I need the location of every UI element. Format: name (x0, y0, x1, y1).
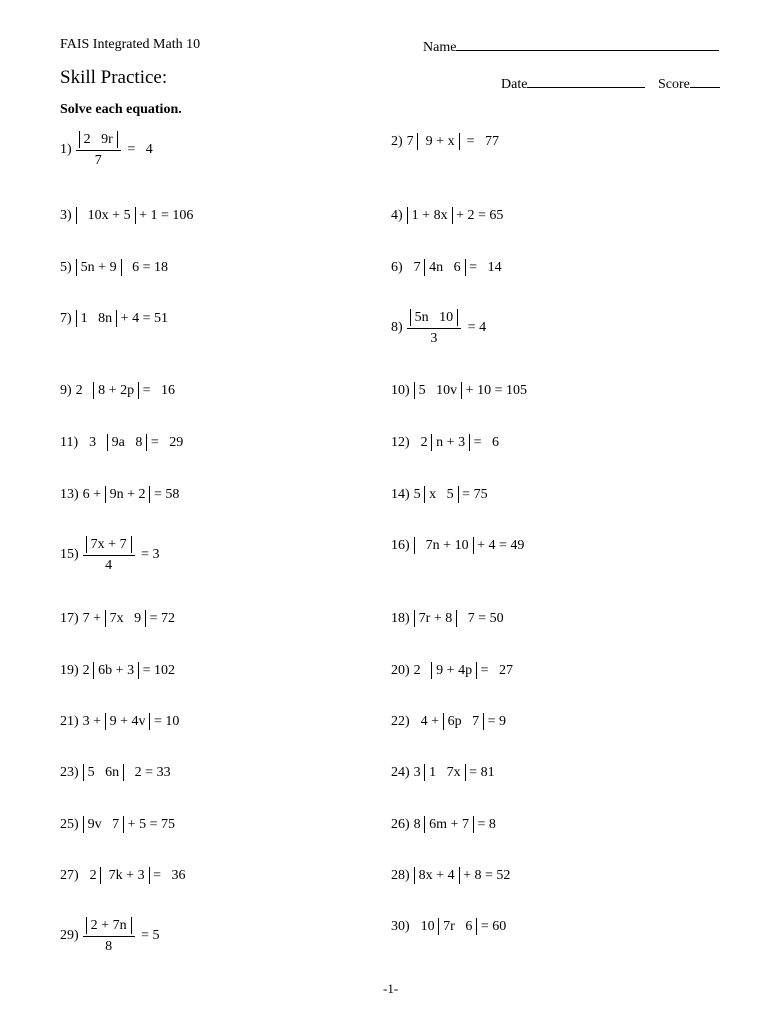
right-side: 7 = 50 (457, 610, 504, 626)
equation (83, 662, 175, 679)
right-side: = 9 (484, 713, 506, 729)
equation (83, 816, 175, 833)
score-label: Score (658, 77, 690, 92)
equation (83, 917, 160, 955)
absolute-value: 10x + 5 (76, 207, 136, 224)
problem-number: 15) (60, 547, 79, 562)
problem-number: 24) (391, 764, 410, 780)
right-side: + 4 = 51 (117, 310, 168, 326)
right-side: = 75 (458, 486, 488, 502)
problem-4 (391, 207, 503, 224)
problem-25 (60, 816, 175, 833)
equation (414, 537, 525, 554)
left-term: 8 (413, 816, 425, 832)
right-side: + 1 = 106 (135, 207, 194, 223)
name-blank[interactable] (456, 37, 719, 51)
denominator: 4 (105, 558, 113, 573)
course-title: FAIS Integrated Math 10 (60, 37, 201, 52)
problem-number: 27) (60, 867, 79, 883)
problem-number: 17) (60, 610, 79, 626)
absolute-value: x 5 (424, 486, 459, 503)
absolute-value: 4n 6 (424, 259, 466, 276)
absolute-value: 1 + 8x (407, 207, 453, 224)
equation (76, 310, 168, 327)
equation (414, 764, 495, 781)
problem-number: 19) (60, 662, 79, 678)
problem-number: 3) (60, 207, 72, 223)
problem-11 (60, 434, 183, 451)
left-term: 3 + (82, 713, 105, 729)
problem-14 (391, 486, 488, 503)
absolute-value: 1 8n (76, 310, 118, 327)
problem-7 (60, 310, 168, 327)
left-term: 7 (406, 133, 418, 149)
left-term: 7 + (82, 610, 105, 626)
date-field[interactable] (501, 74, 645, 93)
problem-13 (60, 486, 179, 503)
left-term: 2 (82, 662, 94, 678)
absolute-value: 6b + 3 (93, 662, 139, 679)
numerator (76, 131, 121, 151)
problem-28 (391, 867, 510, 884)
right-side: + 8 = 52 (459, 867, 511, 883)
absolute-value: 8 + 2p (93, 382, 139, 399)
problem-number: 21) (60, 713, 79, 729)
problem-number: 18) (391, 610, 410, 626)
right-side: = 27 (477, 662, 513, 678)
right-side: = 102 (139, 662, 175, 678)
page-title: Skill Practice: (60, 67, 168, 88)
right-side: = 14 (465, 259, 502, 275)
left-term: 3 (82, 434, 107, 450)
right-side: = 5 (137, 928, 160, 943)
absolute-value: n + 3 (431, 434, 470, 451)
problem-30 (391, 918, 506, 935)
problem-number: 1) (60, 142, 72, 157)
absolute-value: 5 6n (83, 764, 125, 781)
equation (83, 610, 175, 627)
absolute-value: 9n + 2 (105, 486, 151, 503)
fraction (83, 536, 135, 574)
right-side: = 10 (150, 713, 180, 729)
problem-number: 7) (60, 310, 72, 326)
problem-22 (391, 713, 506, 730)
absolute-value: 7x 9 (105, 610, 147, 627)
problem-3 (60, 207, 193, 224)
right-side: = 16 (139, 382, 175, 398)
name-field[interactable] (423, 37, 719, 56)
problem-number: 14) (391, 486, 410, 502)
problem-number: 9) (60, 382, 72, 398)
problem-5 (60, 259, 168, 276)
problem-number: 10) (391, 382, 410, 398)
problem-number: 25) (60, 816, 79, 832)
right-side: = 60 (477, 918, 507, 934)
problem-number: 8) (391, 320, 403, 335)
equation (414, 610, 504, 627)
absolute-value: 6m + 7 (424, 816, 474, 833)
score-field[interactable] (658, 74, 720, 93)
absolute-value: 2 + 7n (86, 917, 132, 934)
denominator: 7 (94, 153, 102, 168)
problem-number: 26) (391, 816, 410, 832)
absolute-value: 7r 6 (438, 918, 477, 935)
equation (414, 662, 513, 679)
date-label: Date (501, 77, 528, 92)
absolute-value: 7x + 7 (86, 536, 132, 553)
problem-number: 13) (60, 486, 79, 502)
equation (414, 816, 496, 833)
problem-24 (391, 764, 495, 781)
absolute-value: 5 10v (414, 382, 463, 399)
right-side: + 2 = 65 (452, 207, 504, 223)
left-term: 2 (75, 382, 94, 398)
name-label: Name (423, 40, 457, 55)
problem-number: 29) (60, 928, 79, 943)
equation (414, 867, 511, 884)
problem-23 (60, 764, 171, 781)
problem-26 (391, 816, 496, 833)
problem-number: 28) (391, 867, 410, 883)
left-term: 6 + (82, 486, 105, 502)
equation (83, 486, 180, 503)
equation (414, 486, 488, 503)
problem-number: 2) (391, 133, 403, 149)
right-side: = 72 (146, 610, 175, 626)
equation (83, 867, 186, 884)
left-term: 3 (413, 764, 425, 780)
problem-number: 6) (391, 259, 403, 275)
denominator: 8 (105, 939, 113, 954)
absolute-value: 2 9r (79, 131, 118, 148)
problem-9 (60, 382, 175, 399)
absolute-value: 9a 8 (107, 434, 148, 451)
problem-number: 5) (60, 259, 72, 275)
equation (82, 434, 183, 451)
problem-number: 16) (391, 537, 410, 553)
left-term: 5 (413, 486, 425, 502)
equation (407, 133, 499, 150)
problem-29 (60, 917, 159, 955)
right-side: = 36 (149, 867, 186, 883)
problem-number: 11) (60, 434, 79, 450)
equation (83, 713, 180, 730)
left-term: 10 (413, 918, 439, 934)
equation (76, 207, 194, 224)
numerator (83, 917, 135, 937)
absolute-value: 5n 10 (410, 309, 459, 326)
numerator (407, 309, 462, 329)
instructions: Solve each equation. (60, 102, 182, 117)
absolute-value: 7r + 8 (414, 610, 458, 627)
problem-21 (60, 713, 179, 730)
absolute-value: 9 + 4v (105, 713, 151, 730)
left-term: 4 + (413, 713, 443, 729)
absolute-value: 8x + 4 (414, 867, 460, 884)
equation (407, 309, 486, 347)
problem-number: 4) (391, 207, 403, 223)
score-blank[interactable] (690, 74, 720, 88)
numerator (83, 536, 135, 556)
right-side: 2 = 33 (124, 764, 171, 780)
problem-1 (60, 131, 153, 169)
right-side: = 6 (470, 434, 499, 450)
date-blank[interactable] (527, 74, 645, 88)
problem-20 (391, 662, 513, 679)
left-term: 2 (82, 867, 101, 883)
equation (414, 382, 527, 399)
problem-15 (60, 536, 159, 574)
right-side: = 8 (473, 816, 496, 832)
equation (414, 918, 507, 935)
problem-6 (391, 259, 502, 276)
left-term: 2 (413, 434, 432, 450)
right-side: = 4 (123, 142, 153, 157)
problem-17 (60, 610, 175, 627)
right-side: = 58 (150, 486, 180, 502)
equation (76, 382, 175, 399)
absolute-value: 6p 7 (443, 713, 485, 730)
page-number: -1- (383, 981, 399, 996)
equation (76, 131, 153, 169)
equation (407, 207, 504, 224)
problem-10 (391, 382, 527, 399)
problem-8 (391, 309, 486, 347)
problem-2 (391, 133, 499, 150)
right-side: + 4 = 49 (473, 537, 525, 553)
problem-18 (391, 610, 504, 627)
equation (83, 536, 160, 574)
absolute-value: 9 + 4p (431, 662, 477, 679)
fraction (83, 917, 135, 955)
right-side: = 29 (147, 434, 184, 450)
right-value: = 77 (463, 133, 499, 149)
absolute-value: 7n + 10 (414, 537, 474, 554)
right-side: = 81 (465, 764, 495, 780)
problem-number: 23) (60, 764, 79, 780)
fraction (76, 131, 121, 169)
equation (414, 434, 499, 451)
problem-number: 20) (391, 662, 410, 678)
absolute-value: 5n + 9 (76, 259, 122, 276)
right-side: = 3 (137, 547, 160, 562)
problem-number: 22) (391, 713, 410, 729)
problem-number: 30) (391, 918, 410, 934)
right-side: + 10 = 105 (462, 382, 527, 398)
left-term: 7 (406, 259, 425, 275)
equation (83, 764, 171, 781)
problem-16 (391, 537, 524, 554)
fraction (407, 309, 462, 347)
right-side: 6 = 18 (121, 259, 168, 275)
absolute-value: 9 + x (417, 133, 459, 150)
denominator: 3 (430, 331, 438, 346)
problem-19 (60, 662, 175, 679)
right-side: = 4 (464, 320, 487, 335)
problem-12 (391, 434, 499, 451)
absolute-value: 1 7x (424, 764, 466, 781)
problem-number: 12) (391, 434, 410, 450)
absolute-value: 7k + 3 (100, 867, 149, 884)
equation (407, 259, 502, 276)
problem-27 (60, 867, 185, 884)
right-side: + 5 = 75 (124, 816, 175, 832)
left-term: 2 (413, 662, 432, 678)
equation (414, 713, 506, 730)
absolute-value: 9v 7 (83, 816, 125, 833)
equation (76, 259, 168, 276)
